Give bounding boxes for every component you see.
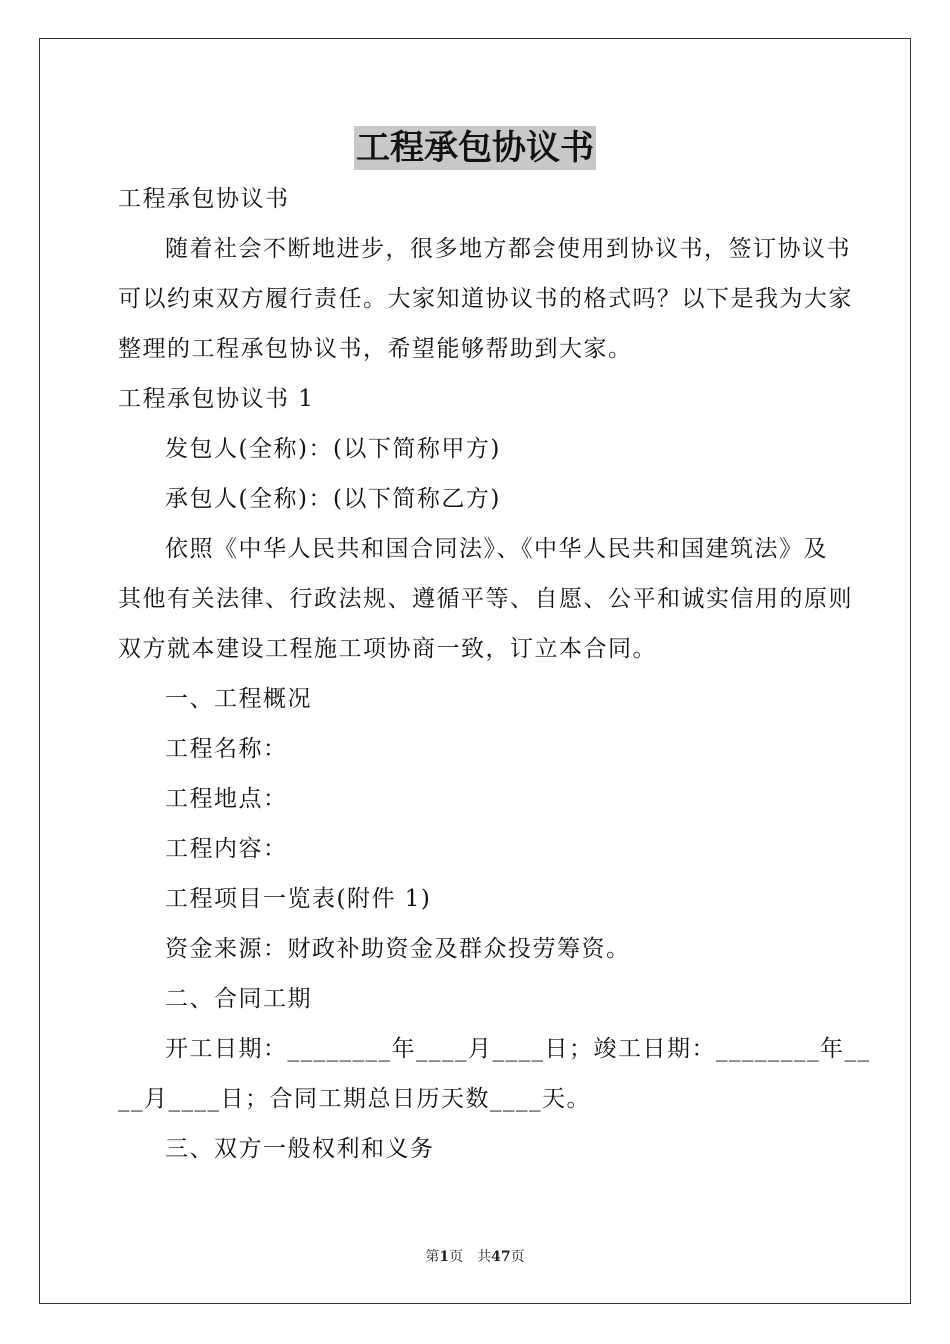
- document-title: 工程承包协议书: [356, 128, 594, 168]
- footer-total-suffix: 页: [510, 1249, 525, 1265]
- text-line: 双方就本建设工程施工项协商一致，订立本合同。: [118, 636, 657, 662]
- text-line: 整理的工程承包协议书，希望能够帮助到大家。: [118, 336, 633, 362]
- text-line: 二、合同工期: [165, 986, 312, 1012]
- footer-page-suffix: 页: [449, 1249, 464, 1265]
- text-line: 工程承包协议书: [118, 186, 290, 212]
- page-footer: [0, 1246, 950, 1266]
- text-line: 可以约束双方履行责任。大家知道协议书的格式吗？以下是我为大家: [118, 286, 853, 312]
- text-line: 开工日期：________年____月____日；竣工日期：________年__: [165, 1036, 871, 1062]
- text-line: 承包人(全称)：(以下简称乙方): [165, 486, 501, 512]
- text-line: 工程名称：: [165, 736, 288, 762]
- text-line: 随着社会不断地进步，很多地方都会使用到协议书，签订协议书: [165, 236, 851, 262]
- text-line: 工程项目一览表(附件 1): [165, 886, 432, 912]
- title-container: [0, 126, 950, 170]
- text-line: 资金来源：财政补助资金及群众投劳筹资。: [165, 936, 631, 962]
- footer-page-prefix: 第: [425, 1249, 440, 1265]
- text-line: 工程承包协议书 1: [118, 386, 315, 412]
- footer-total-prefix: 共: [477, 1249, 492, 1265]
- text-line: 工程内容：: [165, 836, 288, 862]
- text-line: 三、双方一般权利和义务: [165, 1136, 435, 1162]
- footer-total-pages: 47: [491, 1249, 511, 1265]
- document-body: [118, 174, 871, 1174]
- text-line: 其他有关法律、行政法规、遵循平等、自愿、公平和诚实信用的原则: [118, 586, 853, 612]
- text-line: 一、工程概况: [165, 686, 312, 712]
- footer-page-number: 1: [439, 1249, 450, 1265]
- text-line: 依照《中华人民共和国合同法》、《中华人民共和国建筑法》及: [165, 536, 828, 562]
- text-line: 工程地点：: [165, 786, 288, 812]
- text-line: 发包人(全称)：(以下简称甲方): [165, 436, 501, 462]
- text-line: __月____日；合同工期总日历天数____天。: [118, 1086, 591, 1112]
